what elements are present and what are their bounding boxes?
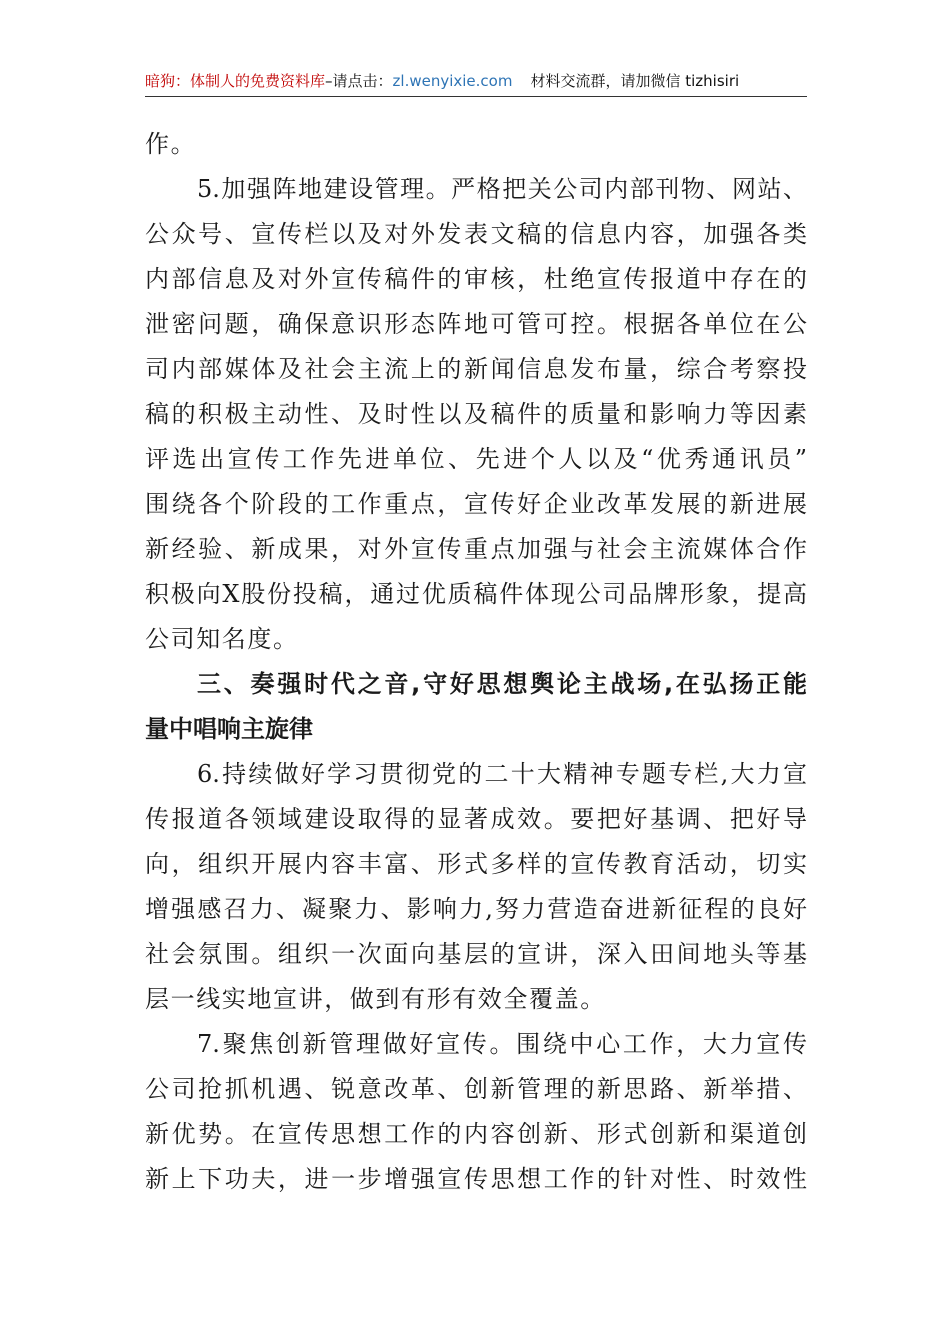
section-heading: 三、奏强时代之音,守好思想舆论主战场,在弘扬正能 (197, 670, 807, 698)
body-line: 公司抢抓机遇、锐意改革、创新管理的新思路、新举措、 (145, 1075, 807, 1103)
body-line: 增强感召力、凝聚力、影响力,努力营造奋进新征程的良好 (145, 895, 807, 923)
header-brand: 暗狗：体制人的免费资料库 (145, 72, 326, 90)
body-line: 传报道各领域建设取得的显著成效。要把好基调、把好导 (145, 805, 807, 833)
body-line: 6.持续做好学习贯彻党的二十大精神专题专栏,大力宣 (197, 760, 807, 788)
body-line: 围绕各个阶段的工作重点，宣传好企业改革发展的新进展 (145, 490, 807, 518)
body-line: 社会氛围。组织一次面向基层的宣讲，深入田间地头等基 (145, 940, 807, 968)
body-line: 7.聚焦创新管理做好宣传。围绕中心工作，大力宣传 (197, 1030, 807, 1058)
body-line: 新经验、新成果，对外宣传重点加强与社会主流媒体合作 (145, 535, 807, 563)
document-body (145, 122, 807, 1202)
body-line: 新优势。在宣传思想工作的内容创新、形式创新和渠道创 (145, 1120, 807, 1148)
section-heading: 量中唱响主旋律 (145, 715, 313, 743)
body-line: 向，组织开展内容丰富、形式多样的宣传教育活动，切实 (145, 850, 807, 878)
header-group-note: 材料交流群，请加微信 tizhisiri (530, 72, 740, 90)
body-line: 司内部媒体及社会主流上的新闻信息发布量，综合考察投 (145, 355, 807, 383)
body-line: 泄密问题，确保意识形态阵地可管可控。根据各单位在公 (145, 310, 807, 338)
header-prompt: –请点击： (325, 72, 393, 90)
body-line: 评选出宣传工作先进单位、先进个人以及“优秀通讯员” (145, 445, 807, 473)
body-line: 积极向X股份投稿，通过优质稿件体现公司品牌形象，提高 (145, 580, 807, 608)
body-line: 公众号、宣传栏以及对外发表文稿的信息内容，加强各类 (145, 220, 807, 248)
body-line: 内部信息及对外宣传稿件的审核，杜绝宣传报道中存在的 (145, 265, 807, 293)
header-link[interactable]: zl.wenyixie.com (392, 72, 513, 90)
page-header (145, 68, 807, 97)
body-line: 作。 (145, 130, 197, 158)
body-line: 稿的积极主动性、及时性以及稿件的质量和影响力等因素 (145, 400, 807, 428)
body-line: 层一线实地宣讲，做到有形有效全覆盖。 (145, 985, 606, 1013)
body-line: 5.加强阵地建设管理。严格把关公司内部刊物、网站、 (197, 175, 807, 203)
body-line: 新上下功夫，进一步增强宣传思想工作的针对性、时效性 (145, 1165, 807, 1193)
body-line: 公司知名度。 (145, 625, 299, 653)
